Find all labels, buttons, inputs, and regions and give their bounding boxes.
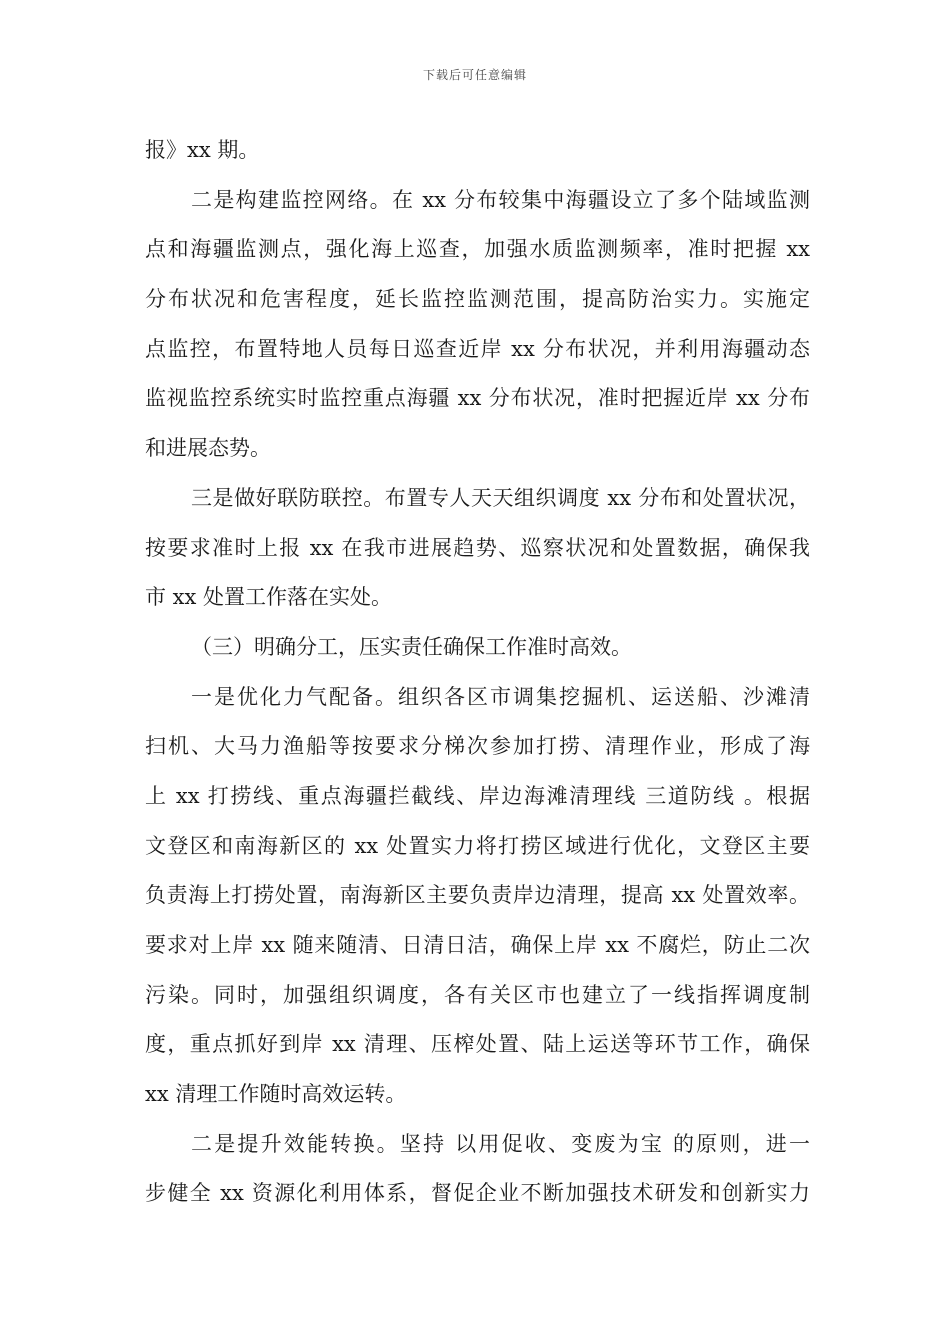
paragraph-line: 一是优化力气配备。组织各区市调集挖掘机、运送船、沙滩清 [191, 684, 810, 709]
paragraph-line: 文登区和南海新区的 xx 处置实力将打捞区域进行优化，文登区主要 [145, 833, 810, 858]
page-header: 下载后可任意编辑 [422, 68, 527, 82]
paragraph-line: 和进展态势。 [145, 436, 271, 461]
paragraph-line: 要求对上岸 xx 随来随清、日清日洁，确保上岸 xx 不腐烂，防止二次 [145, 933, 810, 957]
paragraph-line: 度，重点抓好到岸 xx 清理、压榨处置、陆上运送等环节工作，确保 [145, 1032, 810, 1057]
paragraph-line: 二是提升效能转换。坚持 以用促收、变废为宝 的原则，进一 [191, 1131, 810, 1156]
paragraph-line: 报》xx 期。 [145, 138, 260, 162]
section-heading: （三）明确分工，压实责任确保工作准时高效。 [191, 634, 632, 659]
paragraph-line: 点和海疆监测点，强化海上巡查，加强水质监测频率，准时把握 xx [145, 237, 810, 262]
paragraph-line: 分布状况和危害程度，延长监控监测范围，提高防治实力。实施定 [145, 287, 810, 312]
paragraph-line: 污染。同时，加强组织调度，各有关区市也建立了一线指挥调度制 [145, 982, 810, 1007]
paragraph-line: 步健全 xx 资源化利用体系，督促企业不断加强技术研发和创新实力 [145, 1181, 810, 1206]
paragraph-line: 市 xx 处置工作落在实处。 [145, 585, 393, 610]
paragraph-line: xx 清理工作随时高效运转。 [145, 1082, 407, 1107]
paragraph-line: 二是构建监控网络。在 xx 分布较集中海疆设立了多个陆域监测 [191, 187, 810, 212]
paragraph-line: 监视监控系统实时监控重点海疆 xx 分布状况，准时把握近岸 xx 分布 [145, 386, 810, 411]
paragraph-line: 扫机、大马力渔船等按要求分梯次参加打捞、清理作业，形成了海 [145, 734, 810, 759]
paragraph-line: 负责海上打捞处置，南海新区主要负责岸边清理，提高 xx 处置效率。 [145, 883, 810, 908]
paragraph-line: 三是做好联防联控。布置专人天天组织调度 xx 分布和处置状况， [191, 485, 810, 510]
paragraph-line: 上 xx 打捞线、重点海疆拦截线、岸边海滩清理线 三道防线 。根据 [145, 783, 810, 808]
paragraph-line: 点监控，布置特地人员每日巡查近岸 xx 分布状况，并利用海疆动态 [145, 336, 810, 361]
paragraph-line: 按要求准时上报 xx 在我市进展趋势、巡察状况和处置数据，确保我 [145, 535, 810, 560]
document-body [145, 126, 810, 1219]
